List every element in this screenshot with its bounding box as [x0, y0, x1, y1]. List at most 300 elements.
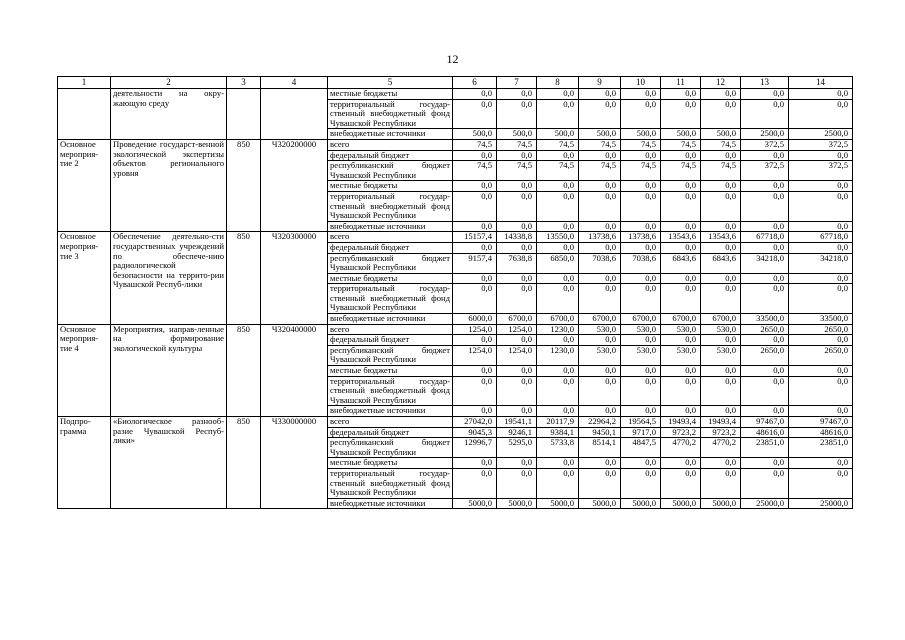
value-cell: 0,0	[701, 458, 741, 469]
value-cell: 530,0	[701, 324, 741, 335]
page-number: 12	[446, 52, 459, 66]
value-cell: 0,0	[579, 242, 621, 253]
value-cell: 74,5	[537, 139, 579, 150]
value-cell: 0,0	[537, 406, 579, 417]
value-cell: 0,0	[537, 468, 579, 498]
value-cell: 19564,5	[621, 417, 661, 428]
header-cell: 12	[701, 77, 741, 89]
value-cell: 0,0	[661, 366, 701, 377]
header-cell: 6	[453, 77, 497, 89]
value-cell: 0,0	[621, 242, 661, 253]
value-cell: 1254,0	[453, 345, 497, 365]
value-cell: 0,0	[701, 242, 741, 253]
event-name-cell: Обеспечение деятельно-сти государственных учреждений по обеспече-нию радиологической безопасности на террито-рии Чувашской Респуб-лики	[111, 232, 227, 324]
target-code-cell	[261, 89, 328, 140]
value-cell: 0,0	[621, 181, 661, 192]
funding-source-cell: всего	[328, 417, 453, 428]
value-cell: 9157,4	[453, 253, 497, 273]
value-cell: 0,0	[661, 191, 701, 221]
budget-table-container	[57, 76, 853, 509]
value-cell: 0,0	[741, 221, 789, 232]
value-cell: 530,0	[661, 324, 701, 335]
value-cell: 0,0	[537, 458, 579, 469]
value-cell: 0,0	[453, 458, 497, 469]
value-cell: 0,0	[497, 191, 537, 221]
grbs-code-cell: 850	[227, 139, 261, 231]
value-cell: 0,0	[661, 458, 701, 469]
value-cell: 0,0	[741, 468, 789, 498]
funding-source-cell: республиканский бюджет Чувашской Республики	[328, 345, 453, 365]
value-cell: 500,0	[497, 129, 537, 140]
value-cell: 500,0	[701, 129, 741, 140]
value-cell: 0,0	[741, 150, 789, 161]
value-cell: 7638,8	[497, 253, 537, 273]
value-cell: 6700,0	[537, 314, 579, 325]
value-cell: 2500,0	[789, 129, 853, 140]
value-cell: 74,5	[453, 139, 497, 150]
value-cell: 0,0	[661, 284, 701, 314]
value-cell: 500,0	[579, 129, 621, 140]
value-cell: 2650,0	[789, 345, 853, 365]
value-cell: 0,0	[661, 150, 701, 161]
header-cell: 1	[58, 77, 111, 89]
value-cell: 372,5	[789, 139, 853, 150]
value-cell: 0,0	[661, 221, 701, 232]
value-cell: 0,0	[701, 406, 741, 417]
funding-source-cell: республиканский бюджет Чувашской Республики	[328, 253, 453, 273]
value-cell: 0,0	[497, 99, 537, 129]
value-cell: 0,0	[497, 89, 537, 100]
funding-source-cell: местные бюджеты	[328, 273, 453, 284]
value-cell: 0,0	[701, 366, 741, 377]
value-cell: 0,0	[497, 221, 537, 232]
value-cell: 0,0	[661, 468, 701, 498]
value-cell: 0,0	[453, 89, 497, 100]
value-cell: 97467,0	[789, 417, 853, 428]
value-cell: 0,0	[741, 458, 789, 469]
value-cell: 0,0	[621, 221, 661, 232]
value-cell: 0,0	[497, 242, 537, 253]
column-number-header	[58, 77, 853, 89]
value-cell: 0,0	[537, 273, 579, 284]
funding-source-cell: внебюджетные источники	[328, 498, 453, 509]
value-cell: 0,0	[789, 376, 853, 406]
value-cell: 0,0	[453, 273, 497, 284]
header-cell: 3	[227, 77, 261, 89]
event-type-cell: Основное мероприя-тие 4	[58, 324, 111, 416]
table-row	[58, 89, 853, 100]
funding-source-cell: территориальный государ-ственный внебюджетный фонд Чувашской Республики	[328, 191, 453, 221]
value-cell: 0,0	[741, 273, 789, 284]
value-cell: 0,0	[741, 376, 789, 406]
header-cell: 5	[328, 77, 453, 89]
value-cell: 0,0	[789, 99, 853, 129]
value-cell: 0,0	[537, 191, 579, 221]
value-cell: 0,0	[661, 242, 701, 253]
value-cell: 74,5	[579, 139, 621, 150]
target-code-cell: Ч320300000	[261, 232, 328, 324]
value-cell: 0,0	[621, 191, 661, 221]
value-cell: 0,0	[579, 150, 621, 161]
value-cell: 0,0	[701, 181, 741, 192]
value-cell: 4770,2	[701, 438, 741, 458]
value-cell: 5000,0	[497, 498, 537, 509]
funding-source-cell: местные бюджеты	[328, 181, 453, 192]
value-cell: 530,0	[579, 345, 621, 365]
value-cell: 14338,8	[497, 232, 537, 243]
value-cell: 500,0	[453, 129, 497, 140]
value-cell: 0,0	[741, 181, 789, 192]
value-cell: 0,0	[789, 458, 853, 469]
grbs-code-cell: 850	[227, 232, 261, 324]
value-cell: 0,0	[789, 89, 853, 100]
value-cell: 1254,0	[453, 324, 497, 335]
value-cell: 530,0	[621, 324, 661, 335]
value-cell: 0,0	[741, 284, 789, 314]
value-cell: 74,5	[701, 139, 741, 150]
value-cell: 9246,1	[497, 427, 537, 438]
funding-source-cell: всего	[328, 324, 453, 335]
value-cell: 48616,0	[741, 427, 789, 438]
value-cell: 530,0	[621, 345, 661, 365]
value-cell: 6700,0	[497, 314, 537, 325]
value-cell: 74,5	[453, 161, 497, 181]
value-cell: 0,0	[579, 468, 621, 498]
value-cell: 0,0	[537, 221, 579, 232]
value-cell: 0,0	[661, 181, 701, 192]
funding-source-cell: внебюджетные источники	[328, 406, 453, 417]
value-cell: 23851,0	[741, 438, 789, 458]
value-cell: 27042,0	[453, 417, 497, 428]
header-cell: 8	[537, 77, 579, 89]
header-cell: 10	[621, 77, 661, 89]
value-cell: 0,0	[497, 273, 537, 284]
value-cell: 5000,0	[579, 498, 621, 509]
funding-source-cell: республиканский бюджет Чувашской Республики	[328, 438, 453, 458]
value-cell: 0,0	[537, 366, 579, 377]
value-cell: 0,0	[453, 284, 497, 314]
value-cell: 5295,0	[497, 438, 537, 458]
value-cell: 34218,0	[789, 253, 853, 273]
value-cell: 530,0	[579, 324, 621, 335]
header-cell: 14	[789, 77, 853, 89]
funding-source-cell: республиканский бюджет Чувашской Республики	[328, 161, 453, 181]
value-cell: 1254,0	[497, 345, 537, 365]
value-cell: 0,0	[661, 335, 701, 346]
value-cell: 9450,1	[579, 427, 621, 438]
value-cell: 67718,0	[789, 232, 853, 243]
value-cell: 0,0	[497, 458, 537, 469]
value-cell: 0,0	[579, 99, 621, 129]
value-cell: 500,0	[621, 129, 661, 140]
funding-source-cell: федеральный бюджет	[328, 335, 453, 346]
value-cell: 4847,5	[621, 438, 661, 458]
value-cell: 9384,1	[537, 427, 579, 438]
value-cell: 0,0	[661, 376, 701, 406]
value-cell: 6850,0	[537, 253, 579, 273]
value-cell: 0,0	[579, 366, 621, 377]
value-cell: 530,0	[701, 345, 741, 365]
value-cell: 0,0	[453, 221, 497, 232]
value-cell: 0,0	[579, 458, 621, 469]
value-cell: 0,0	[497, 376, 537, 406]
value-cell: 0,0	[701, 99, 741, 129]
value-cell: 0,0	[579, 89, 621, 100]
value-cell: 74,5	[537, 161, 579, 181]
value-cell: 0,0	[741, 99, 789, 129]
value-cell: 0,0	[579, 221, 621, 232]
value-cell: 13550,0	[537, 232, 579, 243]
value-cell: 20117,9	[537, 417, 579, 428]
target-code-cell: Ч320200000	[261, 139, 328, 231]
funding-source-cell: внебюджетные источники	[328, 129, 453, 140]
value-cell: 0,0	[741, 406, 789, 417]
header-cell: 13	[741, 77, 789, 89]
value-cell: 0,0	[621, 150, 661, 161]
value-cell: 2650,0	[741, 345, 789, 365]
value-cell: 67718,0	[741, 232, 789, 243]
funding-source-cell: федеральный бюджет	[328, 427, 453, 438]
value-cell: 500,0	[661, 129, 701, 140]
value-cell: 0,0	[741, 89, 789, 100]
value-cell: 9723,2	[701, 427, 741, 438]
value-cell: 48616,0	[789, 427, 853, 438]
event-type-cell: Подпро-грамма	[58, 417, 111, 509]
value-cell: 372,5	[789, 161, 853, 181]
funding-source-cell: всего	[328, 232, 453, 243]
value-cell: 2500,0	[741, 129, 789, 140]
funding-source-cell: местные бюджеты	[328, 366, 453, 377]
value-cell: 0,0	[537, 284, 579, 314]
value-cell: 74,5	[661, 139, 701, 150]
value-cell: 6000,0	[453, 314, 497, 325]
value-cell: 74,5	[661, 161, 701, 181]
value-cell: 0,0	[453, 181, 497, 192]
value-cell: 74,5	[497, 139, 537, 150]
value-cell: 19493,4	[701, 417, 741, 428]
funding-source-cell: всего	[328, 139, 453, 150]
value-cell: 9045,3	[453, 427, 497, 438]
value-cell: 0,0	[701, 376, 741, 406]
header-cell: 7	[497, 77, 537, 89]
value-cell: 22964,2	[579, 417, 621, 428]
funding-source-cell: территориальный государ-ственный внебюджетный фонд Чувашской Республики	[328, 284, 453, 314]
value-cell: 0,0	[497, 366, 537, 377]
value-cell: 0,0	[701, 150, 741, 161]
value-cell: 0,0	[621, 366, 661, 377]
value-cell: 0,0	[453, 191, 497, 221]
value-cell: 6843,6	[701, 253, 741, 273]
value-cell: 530,0	[661, 345, 701, 365]
value-cell: 0,0	[453, 150, 497, 161]
value-cell: 0,0	[453, 468, 497, 498]
value-cell: 5000,0	[701, 498, 741, 509]
value-cell: 0,0	[621, 335, 661, 346]
value-cell: 12996,7	[453, 438, 497, 458]
funding-source-cell: внебюджетные источники	[328, 314, 453, 325]
funding-source-cell: территориальный государ-ственный внебюджетный фонд Чувашской Республики	[328, 468, 453, 498]
value-cell: 13543,6	[701, 232, 741, 243]
table-body	[58, 89, 853, 509]
value-cell: 0,0	[579, 181, 621, 192]
value-cell: 0,0	[537, 376, 579, 406]
value-cell: 1230,0	[537, 345, 579, 365]
value-cell: 0,0	[537, 181, 579, 192]
value-cell: 2650,0	[741, 324, 789, 335]
header-cell: 11	[661, 77, 701, 89]
funding-source-cell: федеральный бюджет	[328, 150, 453, 161]
value-cell: 0,0	[661, 89, 701, 100]
value-cell: 1254,0	[497, 324, 537, 335]
value-cell: 0,0	[701, 273, 741, 284]
value-cell: 0,0	[789, 284, 853, 314]
value-cell: 0,0	[537, 242, 579, 253]
value-cell: 2650,0	[789, 324, 853, 335]
value-cell: 0,0	[497, 150, 537, 161]
value-cell: 0,0	[621, 376, 661, 406]
funding-source-cell: федеральный бюджет	[328, 242, 453, 253]
value-cell: 5000,0	[661, 498, 701, 509]
value-cell: 97467,0	[741, 417, 789, 428]
value-cell: 372,5	[741, 139, 789, 150]
value-cell: 74,5	[497, 161, 537, 181]
value-cell: 7038,6	[621, 253, 661, 273]
grbs-code-cell: 850	[227, 417, 261, 509]
value-cell: 8514,1	[579, 438, 621, 458]
funding-source-cell: территориальный государ-ственный внебюджетный фонд Чувашской Республики	[328, 376, 453, 406]
value-cell: 1230,0	[537, 324, 579, 335]
value-cell: 0,0	[741, 242, 789, 253]
value-cell: 372,5	[741, 161, 789, 181]
value-cell: 15157,4	[453, 232, 497, 243]
value-cell: 0,0	[453, 366, 497, 377]
value-cell: 0,0	[741, 191, 789, 221]
value-cell: 19493,4	[661, 417, 701, 428]
value-cell: 0,0	[789, 406, 853, 417]
value-cell: 0,0	[453, 99, 497, 129]
value-cell: 0,0	[453, 335, 497, 346]
value-cell: 33500,0	[789, 314, 853, 325]
value-cell: 33500,0	[741, 314, 789, 325]
event-name-cell: «Биологическое разнооб-разие Чувашской Респуб-лики»	[111, 417, 227, 509]
value-cell: 0,0	[453, 242, 497, 253]
funding-source-cell: местные бюджеты	[328, 89, 453, 100]
value-cell: 13738,6	[579, 232, 621, 243]
value-cell: 0,0	[579, 191, 621, 221]
value-cell: 0,0	[789, 150, 853, 161]
value-cell: 5000,0	[537, 498, 579, 509]
value-cell: 13543,6	[661, 232, 701, 243]
value-cell: 0,0	[537, 150, 579, 161]
value-cell: 74,5	[621, 139, 661, 150]
value-cell: 0,0	[701, 284, 741, 314]
value-cell: 0,0	[621, 406, 661, 417]
value-cell: 0,0	[789, 468, 853, 498]
value-cell: 25000,0	[789, 498, 853, 509]
value-cell: 0,0	[579, 273, 621, 284]
value-cell: 13738,6	[621, 232, 661, 243]
value-cell: 0,0	[497, 335, 537, 346]
value-cell: 0,0	[497, 284, 537, 314]
value-cell: 0,0	[661, 406, 701, 417]
value-cell: 0,0	[621, 89, 661, 100]
target-code-cell: Ч330000000	[261, 417, 328, 509]
value-cell: 19541,1	[497, 417, 537, 428]
value-cell: 4770,2	[661, 438, 701, 458]
value-cell: 0,0	[701, 191, 741, 221]
event-type-cell: Основное мероприя-тие 3	[58, 232, 111, 324]
value-cell: 0,0	[789, 242, 853, 253]
value-cell: 0,0	[621, 458, 661, 469]
header-cell: 2	[111, 77, 227, 89]
value-cell: 9723,2	[661, 427, 701, 438]
grbs-code-cell	[227, 89, 261, 140]
value-cell: 6700,0	[701, 314, 741, 325]
value-cell: 0,0	[741, 366, 789, 377]
value-cell: 0,0	[579, 335, 621, 346]
value-cell: 0,0	[661, 99, 701, 129]
value-cell: 0,0	[579, 284, 621, 314]
value-cell: 0,0	[789, 273, 853, 284]
value-cell: 0,0	[497, 406, 537, 417]
value-cell: 0,0	[789, 221, 853, 232]
funding-source-cell: местные бюджеты	[328, 458, 453, 469]
value-cell: 0,0	[621, 284, 661, 314]
budget-table	[57, 76, 853, 509]
value-cell: 0,0	[537, 89, 579, 100]
event-name-cell: Мероприятия, направ-ленные на формирование экологической культуры	[111, 324, 227, 416]
value-cell: 23851,0	[789, 438, 853, 458]
value-cell: 0,0	[621, 273, 661, 284]
value-cell: 6700,0	[579, 314, 621, 325]
value-cell: 5000,0	[621, 498, 661, 509]
value-cell: 0,0	[789, 335, 853, 346]
value-cell: 34218,0	[741, 253, 789, 273]
value-cell: 500,0	[537, 129, 579, 140]
value-cell: 6700,0	[621, 314, 661, 325]
event-name-cell: деятельности на окру-жающую среду	[111, 89, 227, 140]
value-cell: 74,5	[621, 161, 661, 181]
value-cell: 6700,0	[661, 314, 701, 325]
value-cell: 0,0	[453, 376, 497, 406]
value-cell: 0,0	[579, 376, 621, 406]
value-cell: 0,0	[789, 181, 853, 192]
target-code-cell: Ч320400000	[261, 324, 328, 416]
value-cell: 9717,0	[621, 427, 661, 438]
funding-source-cell: внебюджетные источники	[328, 221, 453, 232]
header-cell: 4	[261, 77, 328, 89]
value-cell: 6843,6	[661, 253, 701, 273]
event-type-cell: Основное мероприя-тие 2	[58, 139, 111, 231]
event-type-cell	[58, 89, 111, 140]
value-cell: 0,0	[453, 406, 497, 417]
value-cell: 0,0	[579, 406, 621, 417]
value-cell: 0,0	[537, 99, 579, 129]
table-row	[58, 324, 853, 335]
table-row	[58, 139, 853, 150]
event-name-cell: Проведение государст-венной экологической экспертизы объектов регионального уровня	[111, 139, 227, 231]
value-cell: 25000,0	[741, 498, 789, 509]
value-cell: 0,0	[789, 191, 853, 221]
value-cell: 0,0	[701, 89, 741, 100]
table-row	[58, 417, 853, 428]
value-cell: 0,0	[537, 335, 579, 346]
value-cell: 0,0	[701, 468, 741, 498]
grbs-code-cell: 850	[227, 324, 261, 416]
value-cell: 0,0	[701, 221, 741, 232]
value-cell: 0,0	[497, 468, 537, 498]
value-cell: 0,0	[789, 366, 853, 377]
